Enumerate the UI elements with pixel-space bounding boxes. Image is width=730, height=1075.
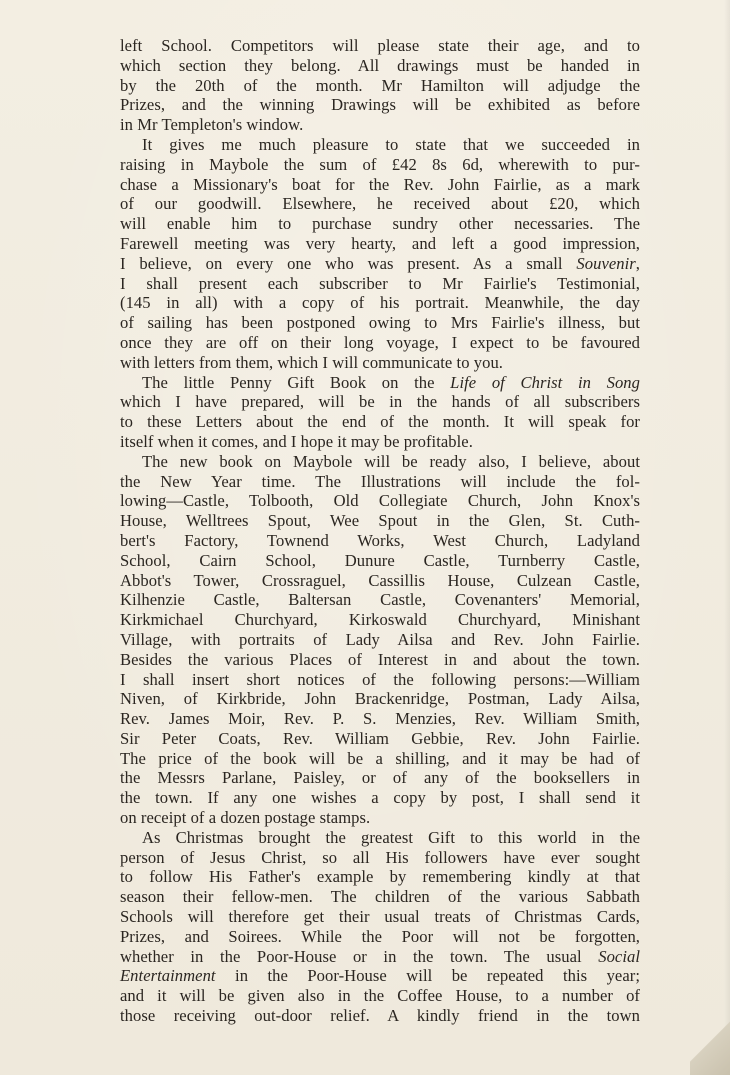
text-line: those receiving out-door relief. A kindly friend in the town <box>120 1006 640 1026</box>
text-line: Entertainment in the Poor-House will be repeated this year; <box>120 966 640 986</box>
text-line: with letters from them, which I will communicate to you. <box>120 352 503 372</box>
text-line: to follow His Father's example by remembering kindly at that <box>120 867 640 887</box>
text-line: which I have prepared, will be in the hands of all subscribers <box>120 392 640 412</box>
text-line: Prizes, and Soirees. While the Poor will not be forgotten, <box>120 926 640 946</box>
text-line: season their fellow-men. The children of the various Sabbath <box>120 887 640 907</box>
text-line: Besides the various Places of Interest in and about the town. <box>120 649 640 669</box>
text-line: Farewell meeting was very hearty, and left a good impression, <box>120 233 640 253</box>
text-line: House, Welltrees Spout, Wee Spout in the Glen, St. Cuth- <box>120 511 640 531</box>
text-line: Kilhenzie Castle, Baltersan Castle, Covenanters' Memorial, <box>120 590 640 610</box>
text-line: Abbot's Tower, Crossraguel, Cassillis House, Culzean Castle, <box>120 570 640 590</box>
text-line: It gives me much pleasure to state that we succeeded in <box>142 134 640 154</box>
text-line: I shall insert short notices of the following persons:—William <box>120 669 640 689</box>
text-line: person of Jesus Christ, so all His followers have ever sought <box>120 847 640 867</box>
text-line: of sailing has been postponed owing to Mrs Fairlie's illness, but <box>120 313 640 333</box>
text-line: chase a Missionary's boat for the Rev. John Fairlie, as a mark <box>120 174 640 194</box>
text-line: Rev. James Moir, Rev. P. S. Menzies, Rev. William Smith, <box>120 709 640 729</box>
text-line: on receipt of a dozen postage stamps. <box>120 808 371 828</box>
text-line: I believe, on every one who was present. As a small Souvenir, <box>120 253 640 273</box>
text-line: left School. Competitors will please state their age, and to <box>120 36 640 55</box>
text-line: the Messrs Parlane, Paisley, or of any of the booksellers in <box>120 768 640 788</box>
text-line: of our goodwill. Elsewhere, he received about £20, which <box>120 194 640 214</box>
text-line: whether in the Poor-House or in the town. The usual Social <box>120 946 640 966</box>
text-line: Sir Peter Coats, Rev. William Gebbie, Rev. John Fairlie. <box>120 728 640 748</box>
letter-body <box>120 36 640 1026</box>
text-line: will enable him to purchase sundry other necessaries. The <box>120 214 640 234</box>
text-line: itself when it comes, and I hope it may be profitable. <box>120 431 473 451</box>
text-line: Prizes, and the winning Drawings will be exhibited as before <box>120 95 640 115</box>
text-line: lowing—Castle, Tolbooth, Old Collegiate Church, John Knox's <box>120 491 640 511</box>
text-line: School, Cairn School, Dunure Castle, Turnberry Castle, <box>120 550 640 570</box>
text-line: The little Penny Gift Book on the Life of Christ in Song <box>142 372 640 392</box>
text-line: Kirkmichael Churchyard, Kirkoswald Churchyard, Minishant <box>120 610 640 630</box>
text-line: The price of the book will be a shilling, and it may be had of <box>120 748 640 768</box>
text-line: and it will be given also in the Coffee House, to a number of <box>120 986 640 1006</box>
text-line: (145 in all) with a copy of his portrait. Meanwhile, the day <box>120 293 640 313</box>
text-line: by the 20th of the month. Mr Hamilton will adjudge the <box>120 75 640 95</box>
text-line: Village, with portraits of Lady Ailsa and Rev. John Fairlie. <box>120 629 640 649</box>
text-line: once they are off on their long voyage, I expect to be favoured <box>120 332 640 352</box>
text-line: bert's Factory, Townend Works, West Church, Ladyland <box>120 530 640 550</box>
text-line: As Christmas brought the greatest Gift to this world in the <box>142 827 640 847</box>
text-line: to these Letters about the end of the month. It will speak for <box>120 412 640 432</box>
text-line: Schools will therefore get their usual treats of Christmas Cards, <box>120 907 640 927</box>
text-line: the New Year time. The Illustrations will include the fol- <box>120 471 640 491</box>
text-line: The new book on Maybole will be ready also, I believe, about <box>142 451 640 471</box>
text-line: the town. If any one wishes a copy by post, I shall send it <box>120 788 640 808</box>
page-edge-shadow <box>724 0 730 1075</box>
page-corner-curl <box>690 995 730 1075</box>
text-line: which section they belong. All drawings must be handed in <box>120 55 640 75</box>
text-line: I shall present each subscriber to Mr Fairlie's Testimonial, <box>120 273 640 293</box>
text-line: Niven, of Kirkbride, John Brackenridge, Postman, Lady Ailsa, <box>120 689 640 709</box>
text-line: in Mr Templeton's window. <box>120 115 304 135</box>
text-line: raising in Maybole the sum of £42 8s 6d, wherewith to pur- <box>120 154 640 174</box>
